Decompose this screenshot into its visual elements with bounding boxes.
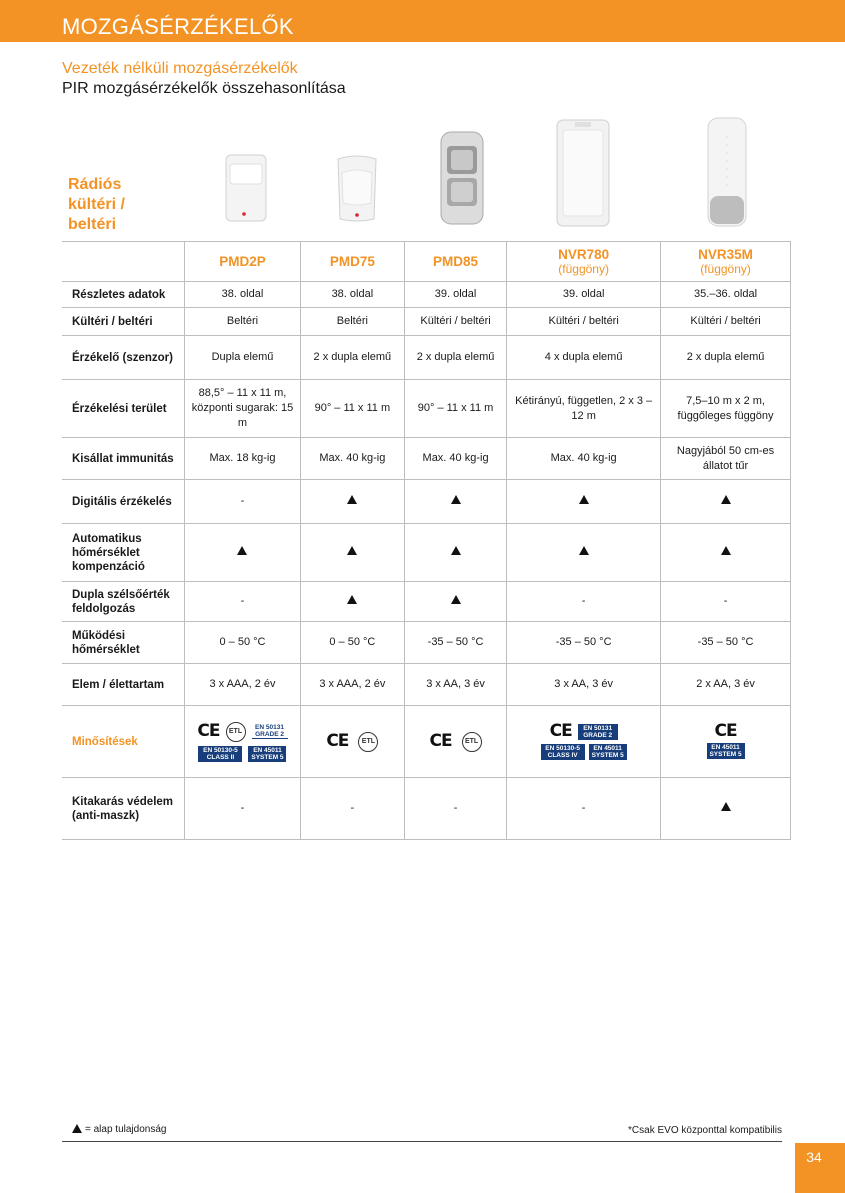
table-row [62, 664, 791, 706]
table-cell: - [661, 582, 791, 622]
cert-row [62, 706, 791, 778]
table-cell: 3 x AAA, 2 év [300, 664, 404, 706]
table-row [62, 582, 791, 622]
table-cell: Kétirányú, független, 2 x 3 – 12 m [507, 380, 661, 438]
table-cell: 38. oldal [185, 282, 301, 308]
product-name: PMD85 [433, 254, 479, 269]
en45011-badge: EN 45011 SYSTEM 5 [707, 743, 745, 759]
product-header [185, 242, 301, 282]
row-label: Kültéri / beltéri [62, 308, 185, 336]
table-cell: - [185, 582, 301, 622]
table-cell: -35 – 50 °C [507, 622, 661, 664]
subtitle-wireless: Vezeték nélküli mozgásérzékelők [62, 60, 298, 77]
table-cell: 2 x AA, 3 év [661, 664, 791, 706]
comparison-table [62, 241, 791, 840]
table-cell [661, 480, 791, 524]
cert-cell [404, 706, 506, 778]
product-image-nvr780 [555, 118, 611, 228]
table-row [62, 480, 791, 524]
etl-mark-icon: ETL [358, 732, 378, 752]
table-cell: Dupla elemű [185, 336, 301, 380]
table-cell: -35 – 50 °C [404, 622, 506, 664]
table-cell: Nagyjából 50 cm-es állatot tűr [661, 438, 791, 480]
table-cell: 35.–36. oldal [661, 282, 791, 308]
table-cell: - [507, 582, 661, 622]
table-cell: Beltéri [300, 308, 404, 336]
triangle-icon [721, 802, 731, 811]
table-cell [507, 524, 661, 582]
table-cell: 3 x AA, 3 év [404, 664, 506, 706]
table-cell: Kültéri / beltéri [507, 308, 661, 336]
table-cell [661, 524, 791, 582]
product-subname: (függöny) [558, 261, 609, 276]
table-cell: 0 – 50 °C [185, 622, 301, 664]
table-cell: 88,5° – 11 x 11 m, központi sugarak: 15 m [185, 380, 301, 438]
header-empty-cell [62, 242, 185, 282]
table-cell: 2 x dupla elemű [661, 336, 791, 380]
etl-mark-icon: ETL [226, 722, 246, 742]
ce-mark-icon: CE [326, 731, 349, 751]
triangle-icon [579, 495, 589, 504]
triangle-icon [451, 546, 461, 555]
table-cell: 4 x dupla elemű [507, 336, 661, 380]
legend [72, 1124, 166, 1135]
cert-cell [661, 706, 791, 778]
table-cell: - [185, 480, 301, 524]
product-image-pmd2p [222, 152, 272, 224]
footer-divider [62, 1141, 782, 1142]
table-header-row [62, 242, 791, 282]
page-title: MOZGÁSÉRZÉKELŐK [62, 14, 294, 39]
table-cell: - [507, 778, 661, 840]
triangle-icon [721, 495, 731, 504]
triangle-icon [237, 546, 247, 555]
product-header [661, 242, 791, 282]
table-cell [404, 524, 506, 582]
triangle-icon [347, 595, 357, 604]
triangle-icon [347, 546, 357, 555]
product-header [507, 242, 661, 282]
product-header [404, 242, 506, 282]
en45011-badge: EN 45011 SYSTEM 5 [248, 746, 286, 762]
table-cell: 7,5–10 m x 2 m, függőleges függöny [661, 380, 791, 438]
table-cell: Beltéri [185, 308, 301, 336]
table-cell: 39. oldal [404, 282, 506, 308]
row-label: Automatikus hőmérséklet kompenzáció [62, 524, 185, 582]
product-name: PMD2P [219, 254, 266, 269]
product-name: NVR780 [558, 246, 610, 262]
triangle-icon [451, 595, 461, 604]
footnote: *Csak EVO központtal kompatibilis [628, 1125, 782, 1136]
table-cell: 90° – 11 x 11 m [404, 380, 506, 438]
table-row [62, 438, 791, 480]
subtitle-comparison: PIR mozgásérzékelők összehasonlítása [62, 80, 346, 97]
row-label: Érzékelő (szenzor) [62, 336, 185, 380]
table-cell: Kültéri / beltéri [661, 308, 791, 336]
table-body [62, 282, 791, 706]
table-cell [507, 480, 661, 524]
row-label: Részletes adatok [62, 282, 185, 308]
triangle-icon [347, 495, 357, 504]
row-label: Kisállat immunitás [62, 438, 185, 480]
row-label: Kitakarás védelem (anti-maszk) [62, 778, 185, 840]
table-cell: 38. oldal [300, 282, 404, 308]
row-label: Elem / élettartam [62, 664, 185, 706]
table-cell: - [404, 778, 506, 840]
ce-mark-icon: CE [714, 721, 737, 741]
en50130-badge: EN 50130-5 CLASS II [198, 746, 242, 762]
cert-cell [185, 706, 301, 778]
table-cell [404, 480, 506, 524]
product-header [300, 242, 404, 282]
en50131-badge: EN 50131 GRADE 2 [578, 724, 618, 740]
ce-mark-icon: CE [429, 731, 452, 751]
en45011-badge: EN 45011 SYSTEM 5 [589, 744, 627, 760]
table-cell: 3 x AA, 3 év [507, 664, 661, 706]
table-cell: Max. 40 kg-ig [404, 438, 506, 480]
product-name: PMD75 [329, 254, 375, 269]
row-label: Érzékelési terület [62, 380, 185, 438]
table-cell: Max. 40 kg-ig [507, 438, 661, 480]
table-row [62, 524, 791, 582]
table-row [62, 308, 791, 336]
product-subname: (függöny) [700, 261, 751, 276]
table-cell: - [185, 778, 301, 840]
triangle-icon [451, 495, 461, 504]
table-cell: 0 – 50 °C [300, 622, 404, 664]
triangle-icon [579, 546, 589, 555]
table-row [62, 336, 791, 380]
en50131-badge: EN 50131 GRADE 2 [252, 724, 288, 739]
row-label: Működési hőmérséklet [62, 622, 185, 664]
table-cell: 90° – 11 x 11 m [300, 380, 404, 438]
table-row [62, 778, 791, 840]
table-row [62, 380, 791, 438]
en50130-badge: EN 50130-5 CLASS IV [541, 744, 585, 760]
page-number: 34 [806, 1149, 822, 1165]
table-cell: 2 x dupla elemű [404, 336, 506, 380]
etl-mark-icon: ETL [462, 732, 482, 752]
table-cell: Kültéri / beltéri [404, 308, 506, 336]
ce-mark-icon: CE [197, 721, 220, 741]
table-cell: Max. 18 kg-ig [185, 438, 301, 480]
row-label-certifications: Minősítések [62, 706, 185, 778]
table-cell [300, 480, 404, 524]
table-cell [185, 524, 301, 582]
table-cell: -35 – 50 °C [661, 622, 791, 664]
table-cell: 3 x AAA, 2 év [185, 664, 301, 706]
table-cell: 2 x dupla elemű [300, 336, 404, 380]
product-image-pmd85 [435, 130, 489, 226]
cert-cell [300, 706, 404, 778]
table-row [62, 282, 791, 308]
table-cell: - [300, 778, 404, 840]
triangle-icon [72, 1124, 82, 1133]
table-row [62, 622, 791, 664]
row-label: Digitális érzékelés [62, 480, 185, 524]
table-cell [300, 524, 404, 582]
triangle-icon [721, 546, 731, 555]
page-number-box [795, 1143, 845, 1193]
ce-mark-icon: CE [549, 721, 572, 741]
section-title: Rádiós kültéri / beltéri [68, 176, 125, 233]
product-name: NVR35M [698, 246, 753, 262]
row-label: Dupla szélsőérték feldolgozás [62, 582, 185, 622]
legend-text: = alap tulajdonság [85, 1124, 167, 1135]
table-cell [300, 582, 404, 622]
table-cell: Max. 40 kg-ig [300, 438, 404, 480]
cert-cell [507, 706, 661, 778]
product-image-pmd75 [332, 153, 382, 225]
table-cell: 39. oldal [507, 282, 661, 308]
table-cell [661, 778, 791, 840]
product-image-nvr35m [705, 116, 749, 228]
table-cell [404, 582, 506, 622]
